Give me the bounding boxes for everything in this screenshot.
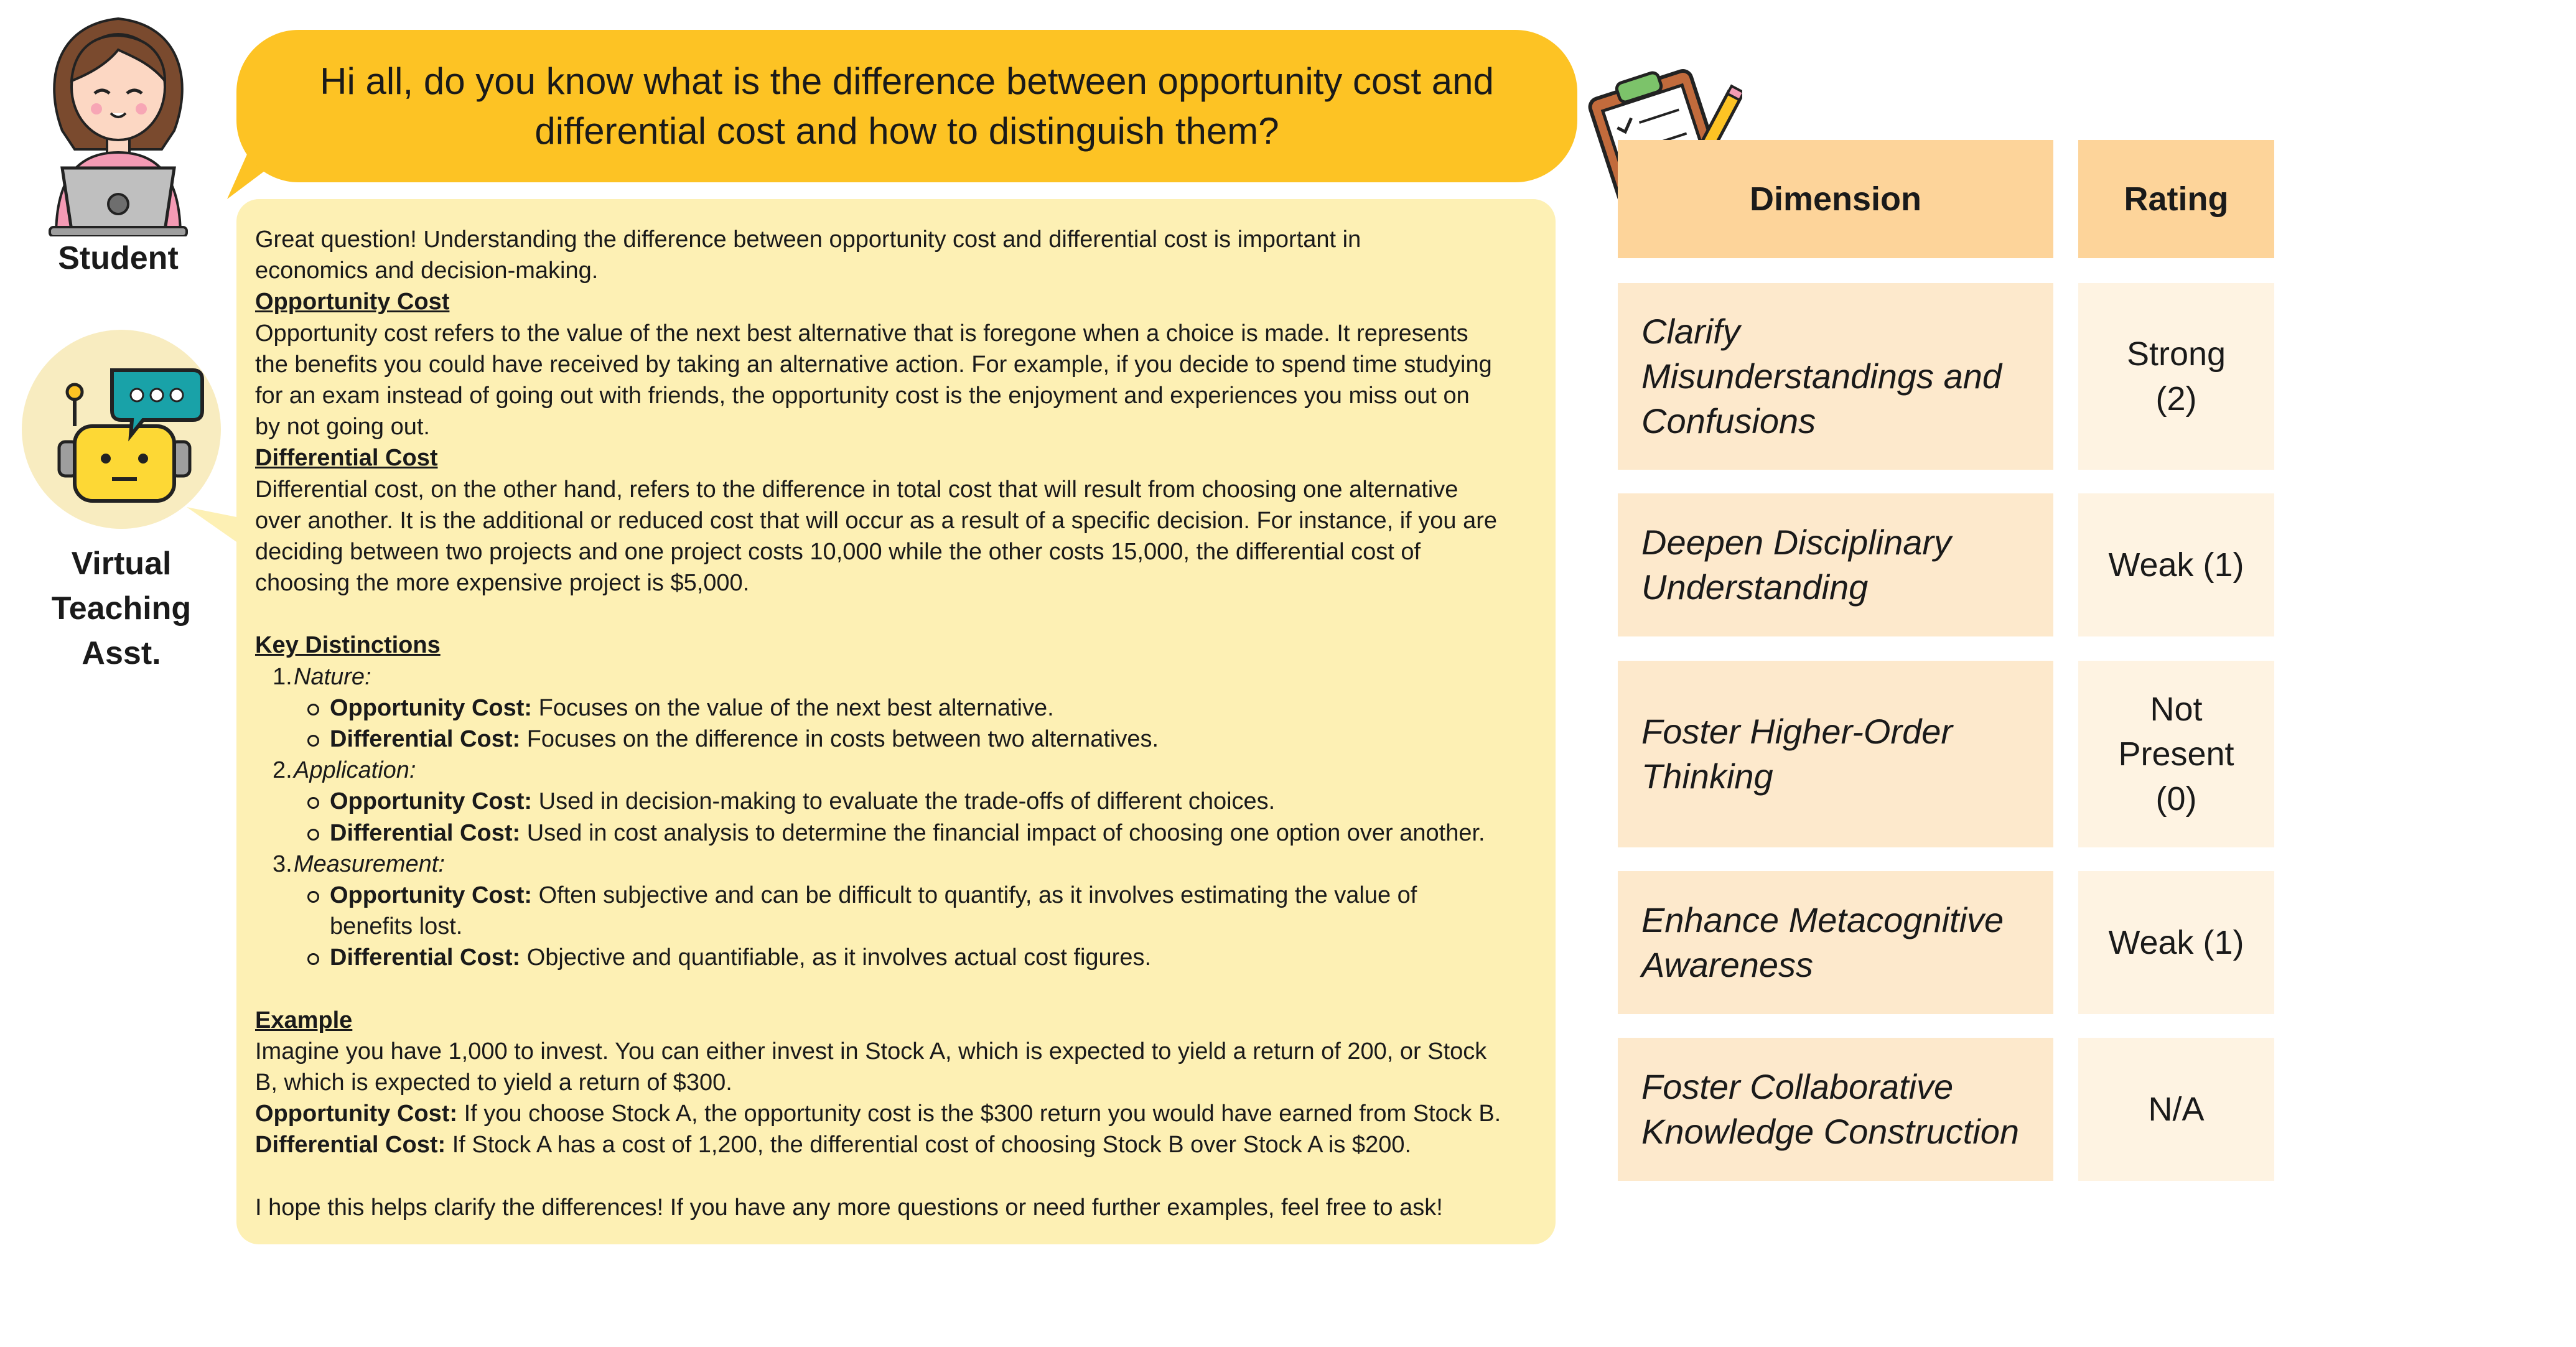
rating-cell: N/A	[2078, 1038, 2274, 1181]
opportunity-line: the benefits you could have received by taking an alternative action. For example, if you decide to spend time studying	[255, 351, 1492, 378]
distinction-bullet: Differential Cost: Objective and quantifiable, as it involves actual cost figures.	[330, 942, 1537, 973]
answer-box	[236, 199, 1556, 1244]
example-line: Imagine you have 1,000 to invest. You can either invest in Stock A, which is expected to yield a return of 200, or Stock	[255, 1038, 1487, 1065]
distinction-bullet: Differential Cost: Focuses on the difference in costs between two alternatives.	[330, 724, 1537, 755]
rating-cell: Weak (1)	[2078, 493, 2274, 636]
question-line: differential cost and how to distinguish them?	[534, 110, 1279, 152]
rating-cell: Not Present (0)	[2078, 661, 2274, 847]
question-line: Hi all, do you know what is the difference between opportunity cost and	[320, 60, 1494, 102]
dimension-cell: Foster Higher-Order Thinking	[1618, 661, 2053, 847]
distinction-bullet: Opportunity Cost: Often subjective and can be difficult to quantify, as it involves estimating the value of	[330, 880, 1537, 911]
distinction-item: 1.Nature:	[273, 663, 371, 690]
differential-line: deciding between two projects and one project costs 10,000 while the other costs 15,000, the differential cost of	[255, 539, 1421, 566]
example-differential: Differential Cost: If Stock A has a cost of 1,200, the differential cost of choosing Stock B over Stock A is $200.	[255, 1132, 1412, 1158]
assistant-label-line: Asst.	[82, 635, 161, 671]
example-line: B, which is expected to yield a return of $300.	[255, 1070, 732, 1096]
distinction-item: 2.Application:	[273, 757, 416, 784]
rating-cell: Strong (2)	[2078, 283, 2274, 470]
opportunity-line: for an exam instead of going out with friends, the opportunity cost is the enjoyment and experiences you miss out on	[255, 383, 1470, 409]
header-rating: Rating	[2078, 140, 2274, 258]
student-avatar-icon	[37, 6, 199, 236]
distinction-bullet: Opportunity Cost: Used in decision-making to evaluate the trade-offs of different choices.	[330, 786, 1537, 817]
question-bubble	[236, 30, 1577, 182]
assistant-label-line: Teaching	[51, 590, 192, 627]
dimension-cell: Deepen Disciplinary Understanding	[1618, 493, 2053, 636]
intro-line: Great question! Understanding the difference between opportunity cost and differential cost is important in	[255, 226, 1361, 253]
opportunity-line: by not going out.	[255, 414, 430, 440]
distinction-bullet: Opportunity Cost: Focuses on the value of the next best alternative.	[330, 692, 1537, 724]
dimension-cell: Enhance Metacognitive Awareness	[1618, 871, 2053, 1014]
opportunity-heading: Opportunity Cost	[255, 289, 450, 315]
differential-line: Differential cost, on the other hand, refers to the difference in total cost that will result from choosing one alternative	[255, 476, 1458, 503]
assistant-label	[19, 541, 224, 676]
robot-assistant-icon	[19, 327, 224, 532]
header-dimension: Dimension	[1618, 140, 2053, 258]
opportunity-line: Opportunity cost refers to the value of the next best alternative that is foregone when a choice is made. It represents	[255, 320, 1468, 347]
differential-line: over another. It is the additional or reduced cost that will occur as a result of a specific decision. For instance, if you are	[255, 507, 1498, 534]
distinction-bullet-continued: benefits lost.	[330, 913, 463, 940]
student-label: Student	[58, 240, 179, 276]
differential-heading: Differential Cost	[255, 445, 438, 472]
distinctions-heading: Key Distinctions	[255, 632, 441, 659]
dimension-cell: Foster Collaborative Knowledge Construction	[1618, 1038, 2053, 1181]
distinction-item: 3.Measurement:	[273, 851, 445, 877]
dimension-cell: Clarify Misunderstandings and Confusions	[1618, 283, 2053, 470]
distinction-bullet: Differential Cost: Used in cost analysis to determine the financial impact of choosing one option over another.	[330, 818, 1537, 849]
rating-cell: Weak (1)	[2078, 871, 2274, 1014]
intro-line: economics and decision-making.	[255, 258, 599, 284]
closing-line: I hope this helps clarify the differences! If you have any more questions or need further examples, feel free to ask!	[255, 1194, 1443, 1221]
example-opportunity: Opportunity Cost: If you choose Stock A, the opportunity cost is the $300 return you would have earned from Stock B.	[255, 1101, 1501, 1127]
differential-line: choosing the more expensive project is $5,000.	[255, 570, 750, 597]
example-heading: Example	[255, 1007, 353, 1033]
assistant-label-line: Virtual	[71, 546, 172, 582]
